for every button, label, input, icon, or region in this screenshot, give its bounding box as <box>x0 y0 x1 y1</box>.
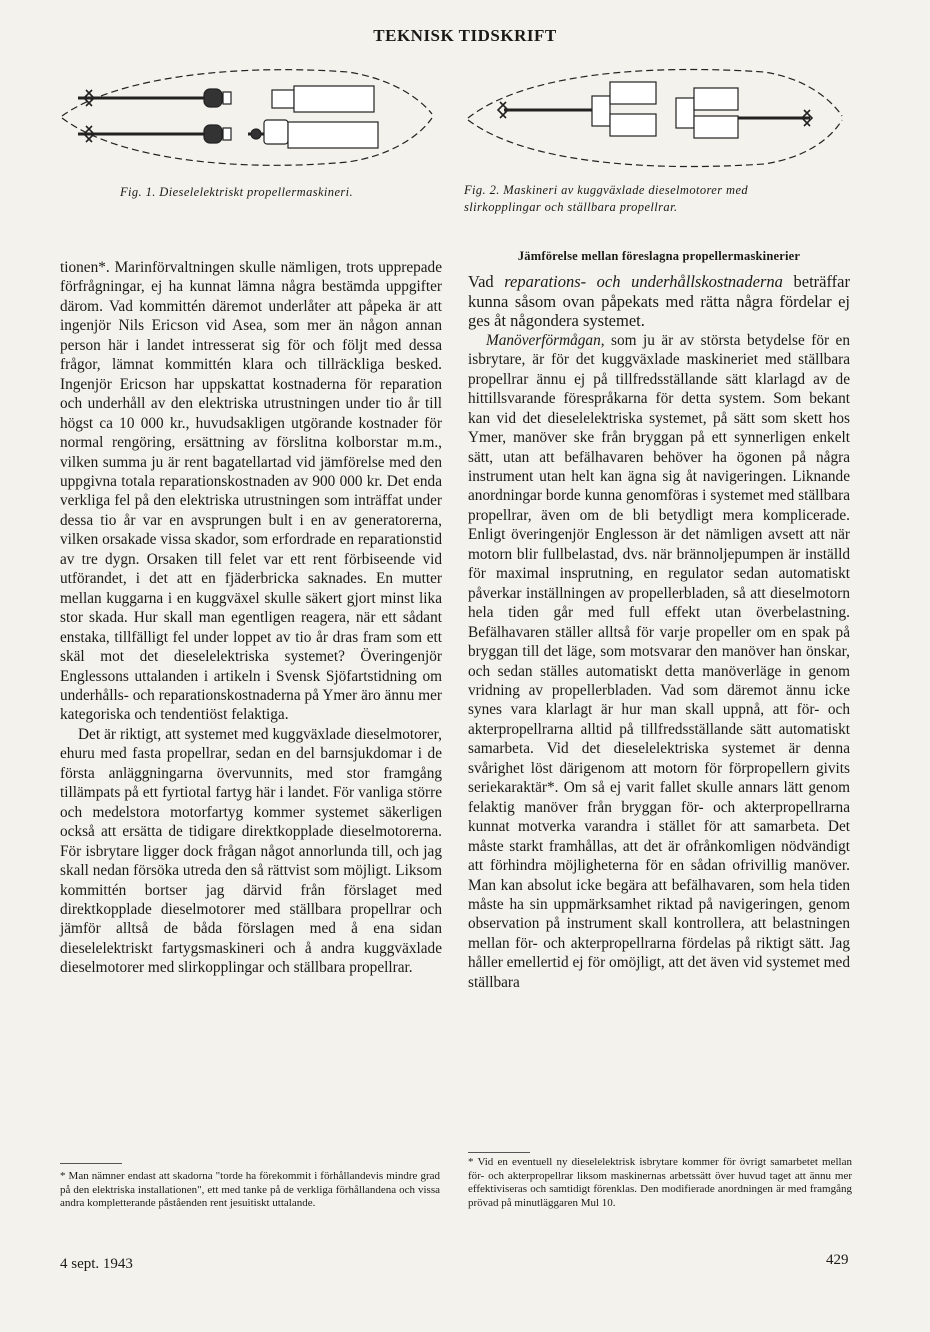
text: Vad <box>468 272 505 292</box>
figure-2-caption: Fig. 2. Maskineri av kuggväxlade dieselmotorer med slirkopplingar och ställbara propellrar. <box>464 183 749 214</box>
text: beträffar kunna såsom ovan påpekats med rätta några fördelar ej ges åt någondera systemet. <box>468 272 850 331</box>
text: som ju är av största betydelse för en isbrytare, är för det kuggväxlade maskineriet med ställbara propellrar ännu ej på tillfredsställande sätt klarlagd av de hittillsvarande förespråkarna för detta system. Som bekant kan vid det dieselelektriska systemet, på sätt som skett hos Ymer, manöver ske från bryggan på ett synnerligen enkelt sätt, utan att befälhavaren behöver ha ögonen på några instrument utan helt kan ägna sig åt navigeringen. Liknande anordningar borde kunna genomföras i systemet med ställbara propellrar, även om de bli betydligt mera komplicerade. Enligt överingenjör Englesson är det nämligen avsett att när motorn blir fullbelastad, dvs. när brännoljepumpen är inställd för maximal insprutning, en regulator sedan automatiskt påverkar inställningen av propellerbladen, så att dieselmotorn hela tiden går med full effekt utan överbelastning. Befälhavaren ställer alltså för varje propeller om en spak på bryggan till det läge, som motsvarar den manöver han önskar, och sedan ställes automatiskt detta manöverläge in genom vridning av propellerbladen. Vad som däremot ännu icke synes vara klarlagt är hur man skall uppnå, att för- och akterpropellrarna alltid på tillfredsställande sätt automatiskt samarbeta. Vid det dieselelektriska systemet är denna svårighet löst därigenom att motorn för förpropellern givits seriekaraktär*. Om så ej varit fallet skulle annars lätt genom felaktig manöver från bryggan för- och akterpropellrarna kunnat motverka varandra i stället för att samarbeta. Det måste starkt framhållas, att det är ofrånkomligen nödvändigt att förhindra möjligheterna för en sådan ofrivillig manöver. Man kan absolut icke begära att befälhavaren, som hela tiden måste ha sin uppmärksamhet riktad på navigeringen, genom observation på instrument skall kontrollera, att belastningen mellan för- och akterpropellrarna fördelas på riktigt sätt. Jag håller emellertid ej för omöjligt, att det även vid systemet med ställbara <box>468 331 850 991</box>
right-column <box>468 247 850 992</box>
figure-1-diagram <box>58 56 438 176</box>
paragraph: tionen*. Marinförvaltningen skulle nämligen, trots upprepade förfrågningar, ej ha kunnat lämna några bestämda uppgifter därom. Vad kommittén däremot underlåter att påpeka är att ingenjör Nils Ericson vid Asea, som mer än någon annan person här i landet intresserat sig för och följt med dessa frågor, lämnat kommittén klara och tillräckliga besked. Ingenjör Ericson har uppskattat kostnaderna för reparation och underhåll av den elektriska utrustningen under tio år till högst ca 10 000 kr., huvudsakligen utgörande kostnader för normal rengöring, ersättning av förslitna kolborstar m.m., vilken summa ju är rent bagatellartad vid jämförelse med den uppgivna totala reparationskostnaden av 900 000 kr. Det enda verkliga fel på den elektriska utrustningen som inträffat under dessa tio år var en avsprungen bult i en av generatorerna, vilken orsakade vissa skador, som erfordrade en reparationstid av tre dygn. Orsaken till felet var ett rent förbiseende vid utförandet, i det att en fjäderbricka saknades. En mutter mellan kuggarna i en kuggväxel skulle säkert gjort minst lika stor skada. Hur skall man egentligen reagera, när ett sådant enstaka, tillfälligt fel under loppet av tio år dras fram som ett skäl mot det dieselelektriska systemet? Överingenjör Englessons uttalanden i artikeln i Svensk Sjöfartstidning om underhålls- och reparationskostnaderna på Ymer äro ännu mer kategoriska och tendentiöst felaktiga. <box>60 259 442 724</box>
issue-date: 4 sept. 1943 <box>60 1256 133 1272</box>
emphasis: reparations- och underhållskostnaderna <box>504 272 783 292</box>
journal-title: TEKNISK TIDSKRIFT <box>373 26 557 45</box>
footnote-rule-left <box>60 1163 122 1164</box>
footnote-text: * Vid en eventuell ny dieselelektrisk isbrytare kommer för övrigt samarbetet mellan för- och akterpropellrar liksom maskinernas arbetssätt över huvud taget att ännu mer effektiviseras och samtidigt förenklas. Den modifierade anordningen är med framgång prövad på minutläggaren Mul 10. <box>468 1156 852 1209</box>
emphasis: Manöverförmågan, <box>486 331 605 349</box>
footnote-left <box>60 1170 440 1211</box>
figure-2-diagram <box>464 58 846 178</box>
paragraph: Det är riktigt, att systemet med kuggväxlade dieselmotorer, ehuru med fasta propellrar, sedan en del barnsjukdomar i de första anläggningarna övervunnits, med stor framgång tillämpats på ett fyrtiotal fartyg här i landet. För vanliga större och medelstora motorfartyg kommer systemet säkerligen också att ersätta de tidigare direktkopplade dieselmotorerna. För isbrytare ligger dock frågan något annorlunda till, och jag skall nedan försöka utreda den så rättvist som möjligt. Liksom kommittén bortser jag därvid från förslaget med direktkopplade dieselmotorer med ställbara propellrar och jämför alltså de båda förslagen med å ena sidan dieselelektriskt fartygsmaskineri och å andra kuggväxlade dieselmotorer med slirkopplingar och ställbara propellrar. <box>60 725 442 977</box>
paragraph <box>468 331 850 992</box>
section-heading: Jämförelse mellan föreslagna propellermaskinerier <box>517 249 801 263</box>
page-number: 429 <box>826 1252 849 1268</box>
figure-1-caption: Fig. 1. Dieselelektriskt propellermaskineri. <box>120 185 354 199</box>
paragraph <box>468 272 850 330</box>
footnote-right <box>468 1156 852 1210</box>
left-column <box>60 258 442 978</box>
footnote-text: * Man nämner endast att skadorna "torde ha förekommit i förhållandevis mindre grad på den elektriska installationen", ett med tanke på de verkliga förhållandena och vissa andra kompletterande påståenden rent jesuitiskt uttalande. <box>60 1170 440 1209</box>
footnote-rule-right <box>468 1152 530 1153</box>
